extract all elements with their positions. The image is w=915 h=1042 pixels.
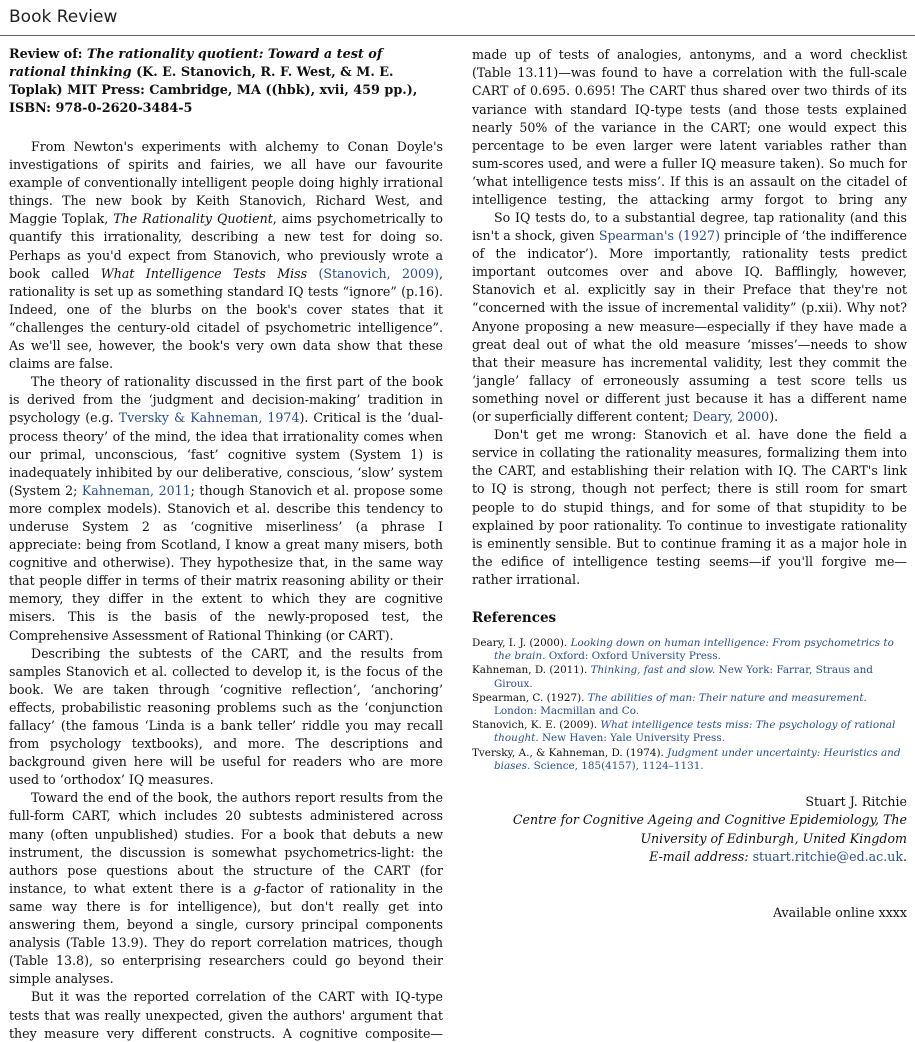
reference-item: Deary, I. J. (2000). Looking down on human intelligence: From psychometrics to the brain. Oxford: Oxford University Press. bbox=[472, 637, 894, 663]
paragraph-4: Toward the end of the book, the authors report results from the full-form CART, which includes 20 subtests administered across many (often unpublished) studies. For a book that debuts a new instrument, the discussion is somewhat psychometrics-light: the authors pose questions about the structure of the CART (for instance, to what extent there is a g-factor of rationality in the same way there is for intelligence), but don't really get into answering them, beyond a single, cursory principal components analysis (Table 13.9). They do report correlation matrices, though (Table 13.8), so enterprising researchers could go beyond their simple analyses. bbox=[9, 790, 443, 987]
reference-item: Kahneman, D. (2011). Thinking, fast and slow. New York: Farrar, Straus and Giroux. bbox=[472, 664, 873, 690]
email-link[interactable]: stuart.ritchie@ed.ac.uk bbox=[752, 848, 903, 864]
references-heading: References bbox=[472, 609, 557, 626]
citation-link[interactable]: Tversky & Kahneman, 1974 bbox=[118, 410, 300, 426]
paragraph-5-continued: made up of tests of analogies, antonyms, and a word checklist (Table 13.11)—was found to have a correlation with the full-scale CART of 0.695. 0.695! The CART thus shared over two thirds of its variance with standard IQ-type tests (and those tests explained nearly 50% of the variance in the CART; one would expect this percentage to be even larger were latent variables rather than sum-scores used, and were a fuller IQ measure taken). So much for ‘what intelligence tests miss’. If this is an assault on the citadel of intelligence testing, the attacking army forgot to bring any bbox=[472, 47, 907, 208]
email-line: E-mail address: stuart.ritchie@ed.ac.uk. bbox=[649, 848, 907, 864]
available-online: Available online xxxx bbox=[772, 905, 907, 921]
paragraph-6: So IQ tests do, to a substantial degree, tap rationality (and this isn't a shock, given Spearman's (1927) principle of ‘the indifference of the indicator’). More importantly, rationality tests predict important outcomes over and above IQ. Bafflingly, however, Stanovich et al. explicitly say in their Preface that they're not “concerned with the issue of incremental validity” (p.xii). Why not? Anyone proposing a new measure—especially if they have made a great deal out of what the old measure ‘misses’—needs to show that their measure has incremental validity, lest they commit the ‘jangle’ fallacy of erroneously assuming a test score tells us something novel or different just because it has a different name (or superficially different content; Deary, 2000). bbox=[472, 210, 907, 425]
citation-link[interactable]: Spearman's (1927) bbox=[598, 228, 720, 244]
book-citation: (K. E. Stanovich, R. F. West, & M. E. Toplak) MIT Press: Cambridge, MA ((hbk), xvii, 459 pp.), ISBN: 978-0-2620-3484-5 bbox=[9, 65, 418, 116]
author-affiliation: Centre for Cognitive Ageing and Cognitive Epidemiology, The University of Edinburgh, United Kingdom bbox=[512, 812, 907, 846]
right-column bbox=[472, 46, 907, 922]
signature-block bbox=[472, 793, 907, 866]
reference-item: Tversky, A., & Kahneman, D. (1974). Judgment under uncertainty: Heuristics and biases. Science, 185(4157), 1124–1131. bbox=[472, 746, 901, 772]
paragraph-1: From Newton's experiments with alchemy to Conan Doyle's investigations of spirits and fairies, we all have our favourite example of conventionally intelligent people doing highly irrational things. The new book by Keith Stanovich, Richard West, and Maggie Toplak, The Rationality Quotient, aims psychometrically to quantify this irrationality, describing a new test for doing so. Perhaps as you'd expect from Stanovich, who previously wrote a book called What Intelligence Tests Miss (Stanovich, 2009), rationality is set up as something standard IQ tests “ignore” (p.16). Indeed, one of the blurbs on the book's cover states that it “challenges the century-old citadel of psychometric intelligence”. As we'll see, however, the book's very own data show that these claims are false. bbox=[9, 139, 444, 372]
review-prefix: Review of: bbox=[9, 47, 87, 62]
citation-link[interactable]: (Stanovich, 2009) bbox=[318, 265, 439, 281]
paragraph-5: But it was the reported correlation of the CART with IQ-type tests that was really unexpected, given the authors' argument that they measure very different constructs. A cognitive composite— bbox=[9, 989, 443, 1041]
paragraph-2: The theory of rationality discussed in the first part of the book is derived from the ‘judgment and decision-making’ tradition in psychology (e.g. Tversky & Kahneman, 1974). Critical is the ‘dual-process theory’ of the mind, the idea that irrationality comes when our primal, unconscious, ‘fast’ cognitive system (System 1) is inadequately inhibited by our deliberative, conscious, ‘slow’ system (System 2; Kahneman, 2011; though Stanovich et al. propose some more complex models). Stanovich et al. describe this tendency to underuse System 2 as ‘cognitive miserliness’ (a phrase I appreciate: being from Scotland, I know a great many misers, both cognitive and otherwise). They hypothesize that, in the same way that people differ in terms of their matrix reasoning ability or their memory, they differ in the extent to which they are cognitive misers. This is the basis of the newly-proposed test, the Comprehensive Assessment of Rational Thinking (or CART). bbox=[9, 374, 443, 643]
reference-title[interactable]: Thinking, fast and slow. bbox=[590, 664, 716, 677]
reference-item: Stanovich, K. E. (2009). What intelligence tests miss: The psychology of rational thought. New Haven: Yale University Press. bbox=[472, 719, 896, 745]
reference-title[interactable]: What intelligence tests miss: The psychology of rational thought. bbox=[494, 719, 896, 745]
paragraph-7: Don't get me wrong: Stanovich et al. have done the field a service in collating the rationality measures, formalizing them into the CART, and establishing their relation with IQ. The CART's link to IQ is strong, though not perfect; there is still room for smart people to do stupid things, and for some of that stupidity to be explained by poor rationality. To continue to investigate rationality is eminently sensible. But to continue framing it as a major hole in the edifice of intelligence testing seems—if you'll forgive me—rather irrational. bbox=[472, 427, 907, 587]
paragraph-3: Describing the subtests of the CART, and the results from samples Stanovich et al. collected to develop it, is the focus of the book. We are taken through ‘cognitive reflection’, ‘anchoring’ effects, probabilistic reasoning problems such as the ‘conjunction fallacy’ (the famous ‘Linda is a bank teller’ riddle you may recall from psychology textbooks), and more. The descriptions and background given here will be useful for readers who are more used to ‘orthodox’ IQ measures. bbox=[9, 645, 443, 788]
citation-link[interactable]: Deary, 2000 bbox=[692, 409, 770, 425]
review-heading bbox=[9, 46, 443, 118]
journal-section-title: Book Review bbox=[9, 7, 118, 27]
reference-title[interactable]: The abilities of man: Their nature and measurement. bbox=[587, 691, 867, 704]
reference-item: Spearman, C. (1927). The abilities of man: Their nature and measurement. London: Macmillan and Co. bbox=[472, 691, 867, 718]
left-column bbox=[9, 46, 443, 1042]
reference-title[interactable]: Judgment under uncertainty: Heuristics and biases. bbox=[494, 746, 901, 772]
author-name: Stuart J. Ritchie bbox=[805, 794, 907, 810]
reference-title[interactable]: Looking down on human intelligence: From psychometrics to the brain. bbox=[494, 637, 894, 663]
header-rule bbox=[0, 35, 915, 36]
references-list bbox=[472, 637, 907, 773]
citation-link[interactable]: Kahneman, 2011 bbox=[81, 482, 191, 498]
book-title: The rationality quotient: Toward a test of rational thinking bbox=[9, 47, 383, 80]
